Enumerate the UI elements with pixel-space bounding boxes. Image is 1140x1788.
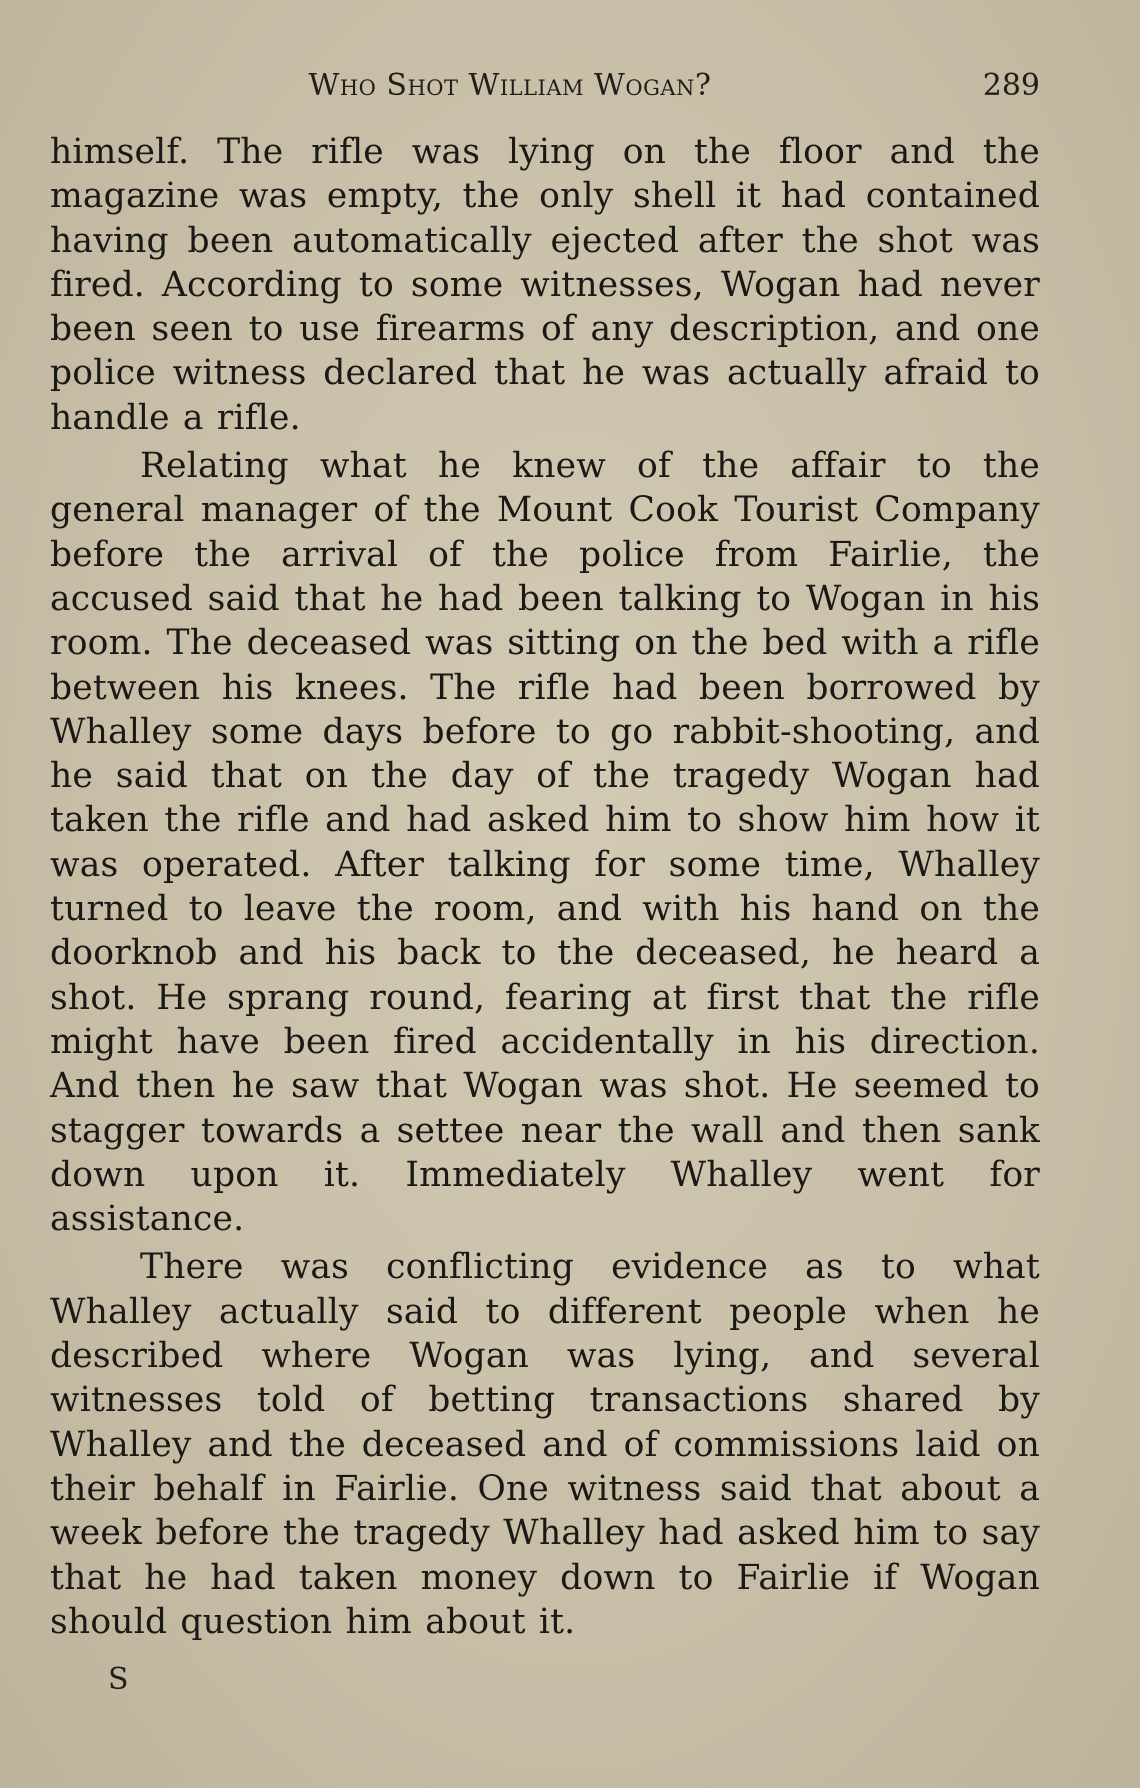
running-title: Who Shot William Wogan? bbox=[308, 68, 712, 103]
signature-mark: S bbox=[108, 1662, 129, 1697]
paragraph-relating: Relating what he knew of the affair to the general manager of the Mount Cook Tourist Company before the arrival of the police from Fairlie, the accused said that he had been talking to Wogan in his room. The deceased was sitting on the bed with a rifle between his knees. The rifle had been borrowed by Whalley some days before to go rabbit-shooting, and he said that on the day of the tragedy Wogan had taken the rifle and had asked him to show him how it was operated. After talking for some time, Whalley turned to leave the room, and with his hand on the doorknob and his back to the deceased, he heard a shot. He sprang round, fearing at first that the rifle might have been fired accidentally in his direction. And then he saw that Wogan was shot. He seemed to stagger towards a settee near the wall and then sank down upon it. Immediately Whalley went for assistance. bbox=[50, 446, 1040, 1240]
running-head bbox=[50, 68, 1040, 112]
paragraph-continued: himself. The rifle was lying on the floor and the magazine was empty, the only shell it had contained having been automatically ejected after the shot was fired. According to some witnesses, Wogan had never been seen to use firearms of any description, and one police witness declared that he was actually afraid to handle a rifle. bbox=[50, 132, 1040, 438]
page-number: 289 bbox=[982, 68, 1040, 103]
body-text bbox=[50, 130, 1040, 1648]
paragraph-conflicting-evidence: There was conflicting evidence as to what Whalley actually said to different people when he described where Wogan was lying, and several witnesses told of betting transactions shared by Whalley and the deceased and of commissions laid on their behalf in Fairlie. One witness said that about a week before the tragedy Whalley had asked him to say that he had taken money down to Fairlie if Wogan should question him about it. bbox=[50, 1247, 1040, 1642]
